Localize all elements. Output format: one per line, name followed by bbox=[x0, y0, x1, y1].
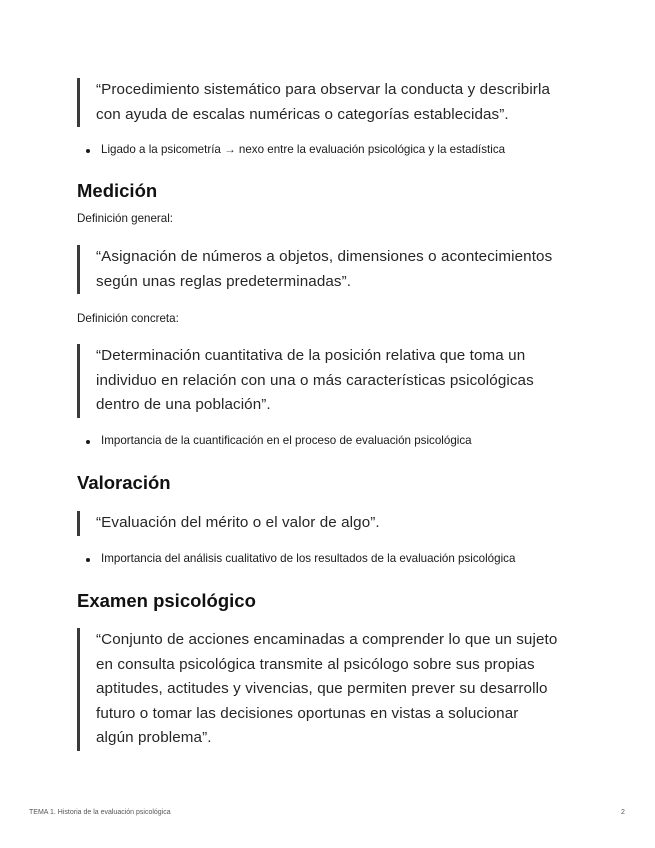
valoracion-heading: Valoración bbox=[77, 472, 171, 493]
page-number: 2 bbox=[621, 809, 625, 816]
medicion-general-label: Definición general: bbox=[77, 212, 174, 225]
intro-bullet bbox=[86, 143, 505, 156]
medicion-bullet bbox=[86, 434, 472, 447]
intro-quote: “Procedimiento sistemático para observar la conducta y describirla con ayuda de escalas numéricas o categorías establecidas”. bbox=[77, 78, 596, 127]
examen-quote: “Conjunto de acciones encaminadas a comprender lo que un sujeto en consulta psicológica transmite al psicólogo sobre sus propias aptitudes, actitudes y vivencias, que permiten prever su desarrollo futuro o tomar las decisiones oportunas en vistas a solucionar algún problema”. bbox=[77, 628, 596, 751]
medicion-concrete-label: Definición concreta: bbox=[77, 312, 179, 325]
medicion-bullet-text: Importancia de la cuantificación en el proceso de evaluación psicológica bbox=[101, 434, 472, 447]
examen-heading: Examen psicológico bbox=[77, 590, 256, 611]
medicion-concrete-quote: “Determinación cuantitativa de la posición relativa que toma un individuo en relación con una o más características psicológicas dentro de una población”. bbox=[77, 344, 596, 418]
intro-bullet-text: Ligado a la psicometría → nexo entre la evaluación psicológica y la estadística bbox=[101, 143, 506, 156]
valoracion-bullet bbox=[86, 552, 515, 565]
valoracion-bullet-text: Importancia del análisis cualitativo de los resultados de la evaluación psicológica bbox=[101, 552, 516, 565]
medicion-heading: Medición bbox=[77, 180, 158, 201]
medicion-general-quote: “Asignación de números a objetos, dimensiones o acontecimientos según unas reglas predeterminadas”. bbox=[77, 245, 596, 294]
valoracion-quote: “Evaluación del mérito o el valor de algo”. bbox=[77, 511, 596, 536]
footer-title: TEMA 1. Historia de la evaluación psicológica bbox=[29, 809, 171, 816]
